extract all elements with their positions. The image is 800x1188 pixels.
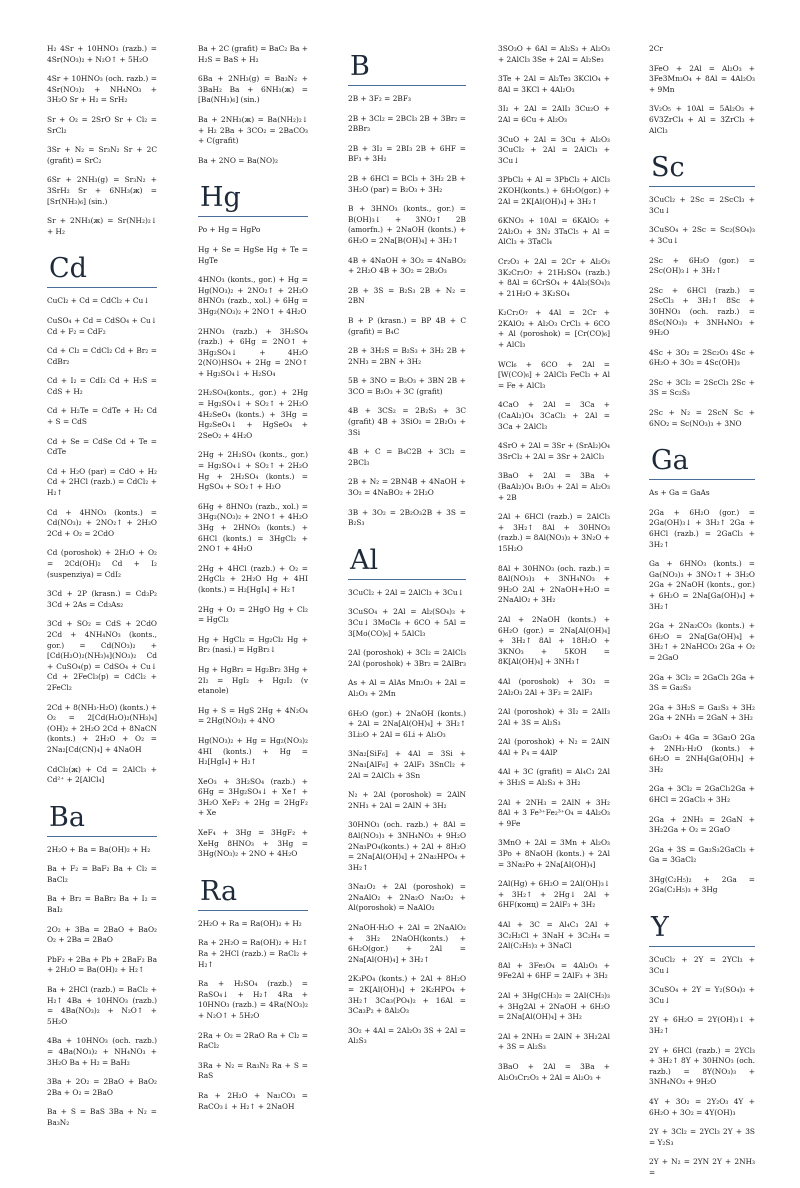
reaction-equation: Cd + H₂O (par) = CdO + H₂ Cd + 2HCl (razb.) = CdCl₂ + H₂↑: [47, 466, 157, 498]
reaction-equation: Ba + 2HCl (razb.) = BaCl₂ + H₂↑ 4Ba + 10HNO₃ (razb.) = 4Ba(NO₃)₂ + N₂O↑ + 5H₂O: [47, 985, 157, 1026]
reaction-equation: 2B + 3S = B₂S₃ 2B + N₂ = 2BN: [348, 285, 466, 306]
reaction-equation: Cd + I₂ = CdI₂ Cd + H₂S = CdS + H₂: [47, 376, 157, 396]
reaction-equation: 6KNO₃ + 10Al = 6KAlO₂ + 2Al₂O₃ + 3N₂ 3TaCl₅ + Al = AlCl₃ + 3TaCl₄: [498, 216, 610, 247]
reaction-equation: 2Sc + 6H₂O (gor.) = 2Sc(OH)₃↓ + 3H₂↑: [649, 255, 755, 276]
reaction-equation: 4Al + 3C (grafit) = Al₄C₃ 2Al + 3H₂S = Al₂S₃ + 3H₂: [498, 767, 610, 788]
reaction-equation: 2Ra + O₂ = 2RaO Ra + Cl₂ = RaCl₂: [198, 1030, 308, 1051]
reaction-equation: As + Ga = GaAs: [649, 488, 710, 498]
reaction-equation: Ba + Br₂ = BaBr₂ Ba + I₂ = BaI₂: [47, 894, 157, 915]
reaction-equation: 2H₂SO₄(konts., gor.) + 2Hg = Hg₂SO₄↓ + SO₂↑ + 2H₂O 4H₂SeO₄ (konts.) + 3Hg = Hg₂SeO₄↓ + HgSeO₄ + 2SeO₂ + 4H₂O: [198, 388, 308, 440]
reaction-equation: 3Hg(C₂H₅)₂ + 2Ga = 2Ga(C₂H₅)₃ + 3Hg: [649, 874, 755, 895]
reaction-equation: Cd + Se = CdSe Cd + Te = CdTe: [47, 436, 157, 457]
element-heading: Sc: [649, 145, 755, 187]
reaction-equation: 6Ba + 2NH₃(g) = Ba₃N₂ + 3BaH₂ Ba + 6NH₃(ж) = [Ba(NH₃)₆] (sin.): [198, 74, 308, 105]
reaction-equation: 3SO₃O + 6Al = Al₂S₃ + Al₂O₃ + 2AlCl₃ 3Se + 2Al = Al₂Se₃: [498, 44, 610, 64]
reaction-equation: 6Hg + 8HNO₃ (razb., xol.) = 3Hg₂(NO₃)₂ + 2NO↑ + 4H₂O 3Hg + 2HNO₃ (konts.) + 6HCl (konts.) = 3HgCl₂ + 2NO↑ + 4H₂O: [198, 501, 308, 554]
column-2: [198, 44, 308, 1121]
reaction-equation: Cr₂O₃ + 2Al = 2Cr + Al₂O₃ 3K₂Cr₂O₇ + 21H₂SO₄ (razb.) + 8Al = 6CrSO₄ + 4Al₂(SO₄)₃ + 21H₂O + 3K₂SO₄: [498, 256, 610, 298]
reaction-equation: Ba + 2C (grafit) = BaC₂ Ba + H₂S = BaS + H₂: [198, 44, 308, 64]
reaction-equation: 2O₂ + 3Ba = 2BaO + BaO₂ O₂ + 2Ba = 2BaO: [47, 924, 157, 945]
reaction-equation: 2B + 3Cl₂ = 2BCl₃ 2B + 3Br₂ = 2BBr₃: [348, 113, 466, 134]
reaction-equation: 4CaO + 2Al = 3Ca + (CaAl₂)O₄ 3CaCl₂ + 2Al = 3Ca + 2AlCl₃: [498, 400, 610, 431]
reaction-equation: 5B + 3NO = B₂O₃ + 3BN 2B + 3CO = B₂O₃ + 3C (grafit): [348, 376, 466, 396]
reaction-equation: 2Al (poroshok) + 3I₂ = 2AlI₃ 2Al + 3S = Al₂S₃: [498, 707, 610, 727]
reaction-equation: Sr + 2NH₃(ж) = Sr(NH₂)₂↓ + H₂: [47, 216, 157, 236]
element-heading: Hg: [198, 175, 308, 217]
reaction-equation: 3Te + 2Al = Al₂Te₃ 3KClO₄ + 8Al = 3KCl + 4Al₂O₃: [498, 74, 610, 94]
reaction-equation: 3O₂ + 4Al = 2Al₂O₃ 3S + 2Al = Al₂S₃: [348, 1025, 466, 1046]
reaction-equation: XeO₃ + 3H₂SO₄ (razb.) + 6Hg = 3Hg₂SO₄↓ + Xe↑ + 3H₂O XeF₂ + 2Hg = 2HgF₂ + Xe: [198, 776, 308, 818]
reaction-equation: 2B + 6HCl = BCl₃ + 3H₂ 2B + 3H₂O (par) = B₂O₃ + 3H₂: [348, 173, 466, 194]
reaction-equation: 2B + 3F₂ = 2BF₃: [348, 94, 411, 103]
reaction-equation: 3Cd + 2P (krasn.) = Cd₃P₂ 3Cd + 2As = Cd₃As₂: [47, 589, 157, 609]
element-heading: Y: [649, 905, 755, 947]
reaction-equation: B + P (krasn.) = BP 4B + C (grafit) = B₄C: [348, 315, 466, 336]
reaction-equation: Ba + 2NO = Ba(NO)₂: [198, 155, 278, 165]
reaction-equation: 3V₂O₅ + 10Al = 5Al₂O₃ + 6V3ZrCl₄ + Al = 3ZrCl₃ + AlCl₃: [649, 104, 755, 135]
reaction-equation: As + Al = AlAs Mn₂O₃ + 2Al = Al₂O₃ + 2Mn: [348, 678, 466, 698]
reaction-equation: Cd + H₂Te = CdTe + H₂ Cd + S = CdS: [47, 406, 157, 427]
reaction-equation: 3PbCl₂ + Al = 3PbCl₂ + AlCl₃ 2KOH(konts.) + 6H₂O(gor.) + 2Al = 2K[Al(OH)₄] + 3H₂↑: [498, 175, 610, 206]
reaction-equation: 4SrO + 2Al = 3Sr + (SrAl₂)O₄ 3SrCl₂ + 2Al = 3Sr + 2AlCl₃: [498, 441, 610, 461]
reaction-equation: PbF₂ + 2Ba + Pb + 2BaF₂ Ba + 2H₂O = Ba(OH)₂ + H₂↑: [47, 954, 157, 975]
reaction-equation: Ba + 2NH₃(ж) = Ba(NH₂)₂↓ + H₂ 2Ba + 3CO₂ = 2BaCO₃ + C(grafit): [198, 114, 308, 146]
reaction-equation: Cd + Cl₂ = CdCl₂ Cd + Br₂ = CdBr₂: [47, 346, 157, 366]
reaction-equation: 2Al(Hg) + 6H₂O = 2Al(OH)₃↓ + 3H₂↑ + 2Hg↓ 2Al + 6HF(конц) = 2AlF₃ + 3H₂: [498, 879, 610, 910]
reaction-equation: 4Sr + 10HNO₃ (och. razb.) = 4Sr(NO₃)₂ + NH₄NO₃ + 3H₂O Sr + H₂ = SrH₂: [47, 74, 157, 105]
reaction-equation: 2Al (poroshok) + N₂ = 2AlN 4Al + P₄ = 4AlP: [498, 737, 610, 757]
reaction-equation: K₂Cr₂O₇ + 4Al = 2Cr + 2KAlO₂ + Al₂O₃ CrCl₃ + 6CO + Al (poroshok) = [Cr(CO)₆] + AlCl₃: [498, 308, 610, 350]
reaction-equation: 4B + C = B₄C2B + 3Cl₂ = 2BCl₃: [348, 447, 466, 467]
reaction-equation: Hg + HgBr₂ = Hg₂Br₂ 3Hg + 2I₂ = HgI₂ + Hg₂I₂ (v etanole): [198, 664, 308, 696]
reaction-equation: Ba + S = BaS 3Ba + N₂ = Ba₃N₂: [47, 1107, 157, 1127]
element-heading: Al: [348, 538, 466, 580]
reaction-equation: 2HNO₃ (razb.) + 3H₂SO₄ (razb.) + 6Hg = 2NO↑ + 3Hg₂SO₄↓ + 4H₂O 2(NO)HSO₄ + 2Hg = 2NO↑ + Hg₂SO₄↓ + H₂SO₄: [198, 326, 308, 378]
reaction-equation: N₂ + 2Al (poroshok) = 2AlN 2NH₃ + 2Al = 2AlN + 3H₂: [348, 790, 466, 810]
reaction-equation: 3BaO + 2Al = 3Ba + (BaAl₂)O₄ B₂O₃ + 2Al = Al₂O₃ + 2B: [498, 471, 610, 502]
reaction-equation: 2H₂O + Ra = Ra(OH)₂ + H₂: [198, 918, 302, 928]
reaction-equation: Hg + HgCl₂ = Hg₂Cl₂ Hg + Br₂ (nasi.) = HgBr₂↓: [198, 634, 308, 655]
column-5: [649, 44, 755, 1188]
reaction-equation: Ra + 2H₂O = Ra(OH)₂ + H₂↑ Ra + 2HCl (razb.) = RaCl₂ + H₂↑: [198, 938, 308, 969]
reaction-equation: 3Na₂[SiF₆] + 4Al = 3Si + 2Na₃[AlF₆] + 2AlF₃ 3SnCl₂ + 2Al = 2AlCl₃ + 3Sn: [348, 749, 466, 780]
reaction-equation: 3Sr + N₂ = Sr₃N₂ Sr + 2C (grafit) = SrC₂: [47, 145, 157, 165]
element-heading: Ga: [649, 438, 755, 480]
reaction-equation: 2Ga + 2NH₃ = 2GaN + 3H₂2Ga + O₂ = 2GaO: [649, 814, 755, 835]
reaction-equation: 3B + 3O₂ = 2B₂O₃2B + 3S = B₂S₃: [348, 507, 466, 528]
reaction-equation: XeF₄ + 3Hg = 3HgF₂ + XeHg 8HNO₃ + 3Hg = 3Hg(NO₃)₂ + 2NO + 4H₂O: [198, 828, 308, 859]
reaction-equation: 2Hg + 4HCl (razb.) + O₂ = 2HgCl₂ + 2H₂O Hg + 4HI (konts.) = H₂[HgI₄] + H₂↑: [198, 563, 308, 594]
column-1: [47, 44, 157, 1138]
reaction-equation: 4Al + 3C = Al₄C₃ 2Al + 3C₂H₂Cl + 3NaH + 3C₂H₄ = 2Al(C₂H₅)₃ + 3NaCl: [498, 920, 610, 951]
reaction-equation: 3I₂ + 2Al = 2AlI₃ 3Cu₂O + 2Al = 6Cu + Al₂O₃: [498, 104, 610, 124]
reaction-equation: 2Y + 6H₂O = 2Y(OH)₃↓ + 3H₂↑: [649, 1015, 755, 1036]
reaction-equation: Po + Hg = HgPo: [198, 225, 261, 235]
reaction-equation: 2Y + N₂ = 2YN 2Y + 2NH₃ =: [649, 1157, 755, 1177]
reaction-equation: Ra + 2H₂O + Na₂CO₃ = RaCO₃↓ + H₂↑ + 2NaOH: [198, 1090, 308, 1111]
reaction-equation: 2Ga + 3H₂S = Ga₂S₃ + 3H₂ 2Ga + 2NH₃ = 2GaN + 3H₂: [649, 702, 755, 723]
reaction-equation: CuSO₄ + Cd = CdSO₄ + Cu↓ Cd + F₂ = CdF₂: [47, 315, 157, 336]
column-4: [498, 44, 610, 1092]
reaction-equation: 4Al (poroshok) + 3O₂ = 2Al₂O₃ 2Al + 3F₂ = 2AlF₃: [498, 676, 610, 697]
reaction-equation: Ba + F₂ = BaF₂ Ba + Cl₂ = BaCl₂: [47, 864, 157, 884]
element-heading: Cd: [47, 246, 157, 288]
reaction-equation: 3Cd + SO₂ = CdS + 2CdO 2Cd + 4NH₄NO₃ (konts., gor.) = Cd(NO₃)₂ + [Cd(H₂O)₂(NH₃)₄](NO₃)₂ Cd + CuSO₄(p) = CdSO₄ + Cu↓ Cd + 2FeCl₃(p) = CdCl₂ + 2FeCl₂: [47, 619, 157, 692]
reaction-equation: 4Ba + 10HNO₃ (och. razb.) = 4Ba(NO₃)₂ + NH₄NO₃ + 3H₂O Ba + H₂ = BaH₂: [47, 1036, 157, 1067]
reaction-equation: 8Al + 30HNO₃ (och. razb.) = 8Al(NO₃)₃ + 3NH₄NO₃ + 9H₂O 2Al + 2NaOH+H₂O = 2NaAlO₂ + 3H₂: [498, 563, 610, 605]
reaction-equation: 2Ga + 3S = Ga₂S₃2GaCl₃ + Ga = 3GaCl₂: [649, 844, 755, 865]
reaction-equation: 6H₂O (gor.) + 2NaOH (konts.) + 2Al = 2Na[Al(OH)₄] + 3H₂↑ 3Li₂O + 2Al = 6Li + Al₂O₃: [348, 708, 466, 739]
reaction-equation: 3Ba + 2O₂ = 2BaO + BaO₂ 2Ba + O₂ = 2BaO: [47, 1077, 157, 1097]
reaction-equation: 3FeO + 2Al = Al₂O₃ + 3Fe3Mn₃O₄ + 8Al = 4Al₂O₃ + 9Mn: [649, 63, 755, 94]
reaction-equation: 2Al + 3Hg(CH₃)₂ = 2Al(CH₃)₃ + 3Hg2Al + 2NaOH + 6H₂O = 2Na[Al(OH)₄] + 3H₂: [498, 990, 610, 1022]
reaction-equation: 2Hg + O₂ = 2HgO Hg + Cl₂ = HgCl₂: [198, 604, 308, 625]
reaction-equation: 3Na₂O₂ + 2Al (poroshok) = 2NaAlO₂ + 2Na₂O Na₂O₂ + Al(poroshok) = NaAlO₂: [348, 882, 466, 913]
reaction-equation: Cd (poroshok) + 2H₂O + O₂ = 2Cd(OH)₂ Cd + I₂ (suspenziya) = CdI₂: [47, 548, 157, 579]
reaction-equation: 2K₃PO₄ (konts.) + 2Al + 8H₂O = 2K[Al(OH)₄] + 2K₂HPO₄ + 3H₂↑ 3Ca₃(PO₄)₂ + 16Al = 3Ca₃P₂ + 8Al₂O₃: [348, 974, 466, 1016]
reaction-equation: WCl₆ + 6CO + 2Al = [W(CO)₆] + 2AlCl₃ FeCl₃ + Al = Fe + AlCl₃: [498, 359, 610, 390]
reaction-equation: 2Y + 3Cl₂ = 2YCl₃ 2Y + 3S = Y₂S₃: [649, 1127, 755, 1147]
reaction-equation: 2H₂O + Ba = Ba(OH)₂ + H₂: [47, 844, 151, 854]
reaction-equation: 2Al + 6HCl (razb.) = 2AlCl₃ + 3H₂↑ 8Al + 30HNO₃ (razb.) = 8Al(NO₃)₃ + 3N₂O + 15H₂O: [498, 512, 610, 553]
reaction-equation: 4B + 3CS₂ = 2B₂S₃ + 3C (grafit) 4B + 3SiO₂ = 2B₂O₃ + 3Si: [348, 406, 466, 437]
reaction-equation: 2Al + 2NH₃ = 2AlN + 3H₂ 8Al + 3 Fe³⁺Fe₂³⁺O₄ = 4Al₂O₃ + 9Fe: [498, 797, 610, 828]
reaction-equation: 3CuCl₂ + 2Al = 2AlCl₃ + 3Cu↓: [348, 587, 464, 597]
reaction-equation: 2B + 3H₂S = B₂S₃ + 3H₂ 2B + 2NH₃ = 2BN + 3H₂: [348, 346, 466, 366]
reaction-equation: 2Cd + 8(NH₃·H₂O) (konts.) + O₂ = 2[Cd(H₂O)₂(NH₃)₄](OH)₂ + 2H₂O 2Cd + 8NaCN (konts.) + 2H₂O + O₂ = 2Na₂[Cd(CN)₄] + 4NaOH: [47, 702, 157, 754]
reaction-equation: CuCl₂ + Cd = CdCl₂ + Cu↓: [47, 296, 150, 306]
reaction-equation: 2Al + 2NaOH (konts.) + 6H₂O (gor.) = 2Na[Al(OH)₄] + 3H₂↑ 8Al + 18H₂O + 3KNO₃ + 5KOH = 8K[Al(OH)₄] + 3NH₃↑: [498, 614, 610, 667]
reaction-equation: Ga₂O₃ + 4Ga = 3Ga₂O 2Ga + 2NH₃·H₂O (konts.) + 6H₂O = 2NH₄[Ga(OH)₄] + 3H₂: [649, 732, 755, 774]
reaction-equation: 3CuSO₄ + 2Al = Al₂(SO₄)₃ + 3Cu↓ 3MoCl₆ + 6CO + 5Al = 3[Mo(CO)₆] + 5AlCl₃: [348, 607, 466, 638]
reaction-equation: 4B + 4NaOH + 3O₂ = 4NaBO₂ + 2H₂O 4B + 3O₂ = 2B₂O₃: [348, 255, 466, 276]
reaction-equation: 4Sc + 3O₂ = 2Sc₂O₃ 4Sc + 6H₂O + 3O₂ = 4Sc(OH)₃: [649, 347, 755, 368]
reaction-equation: 2Y + 6HCl (razb.) = 2YCl₃ + 3H₂↑ 8Y + 30HNO₃ (och. razb.) = 8Y(NO₃)₃ + 3NH₄NO₃ + 9H₂O: [649, 1045, 755, 1087]
reaction-equation: 3CuSO₄ + 2Y = Y₂(SO₄)₃ + 3Cu↓: [649, 985, 755, 1005]
reaction-equation: Ra + H₂SO₄ (razb.) = RaSO₄↓ + H₂↑ 4Ra + 10HNO₃ (razb.) = 4Ra(NO₃)₂ + N₂O↑ + 5H₂O: [198, 979, 308, 1020]
reaction-equation: 3CuSO₄ + 2Sc = Sc₂(SO₄)₃ + 3Cu↓: [649, 225, 755, 245]
reaction-equation: Hg + Se = HgSe Hg + Te = HgTe: [198, 244, 308, 265]
element-heading: Ba: [47, 795, 157, 837]
reaction-equation: 4HNO₃ (konts., gor.) + Hg = Hg(NO₃)₂ + 2NO₂↑ + 2H₂O 8HNO₃ (razb., xol.) + 6Hg = 3Hg₂(NO₃)₂ + 2NO↑ + 4H₂O: [198, 275, 308, 316]
reaction-equation: 3BaO + 2Al = 3Ba + Al₂O₃Cr₂O₃ + 2Al = Al₂O₃ +: [498, 1061, 610, 1082]
reaction-equation: 2B + N₂ = 2BN4B + 4NaOH + 3O₂ = 4NaBO₂ + 2H₂O: [348, 477, 466, 498]
reaction-equation: 6Sr + 2NH₃(g) = Sr₃N₂ + 3SrH₂ Sr + 6NH₃(ж) = [Sr(NH₃)₆] (sin.): [47, 175, 157, 206]
reaction-equation: CdCl₂(ж) + Cd = 2AlCl₃ + Cd²⁺ + 2[AlCl₄]: [47, 764, 157, 785]
reaction-equation: 2Cr: [649, 44, 663, 53]
element-heading: Ra: [198, 869, 308, 911]
reaction-equation: H₂ 4Sr + 10HNO₃ (razb.) = 4Sr(NO₃)₂ + N₂O↑ + 5H₂O: [47, 44, 157, 64]
reaction-equation: 2Ga + 3Cl₂ = 2GaCl₃ 2Ga + 3S = Ga₂S₃: [649, 672, 755, 693]
reaction-equation: 3CuCl₂ + 2Sc = 2ScCl₃ + 3Cu↓: [649, 195, 755, 215]
reaction-equation: 2Ga + 6H₂O (gor.) = 2Ga(OH)₃↓ + 3H₂↑ 2Ga + 6HCl (razb.) = 2GaCl₃ + 3H₂↑: [649, 507, 755, 549]
column-3: [348, 44, 466, 1056]
reaction-equation: 2Sc + 6HCl (razb.) = 2ScCl₃ + 3H₂↑ 8Sc + 30HNO₃ (och. razb.) = 8Sc(NO₃)₃ + 3NH₄NO₃ + 9H₂O: [649, 285, 755, 338]
reaction-equation: 2Al + 2NH₃ = 2AlN + 3H₂2Al + 3S = Al₂S₃: [498, 1031, 610, 1052]
reaction-equation: 2Hg + 2H₂SO₄ (konts., gor.) = Hg₂SO₄↓ + SO₂↑ + 2H₂O Hg + 2H₂SO₄ (konts.) = HgSO₄ + SO₂↑ + H₂O: [198, 450, 308, 492]
reaction-equation: 4Y + 3O₂ = 2Y₂O₃ 4Y + 6H₂O + 3O₂ = 4Y(OH)₃: [649, 1097, 755, 1117]
reaction-equation: 30HNO₃ (och. razb.) + 8Al = 8Al(NO₃)₃ + 3NH₄NO₃ + 9H₂O 2Na₃PO₄(konts.) + 2Al + 8H₂O = 2Na[Al(OH)₄] + 2Na₂HPO₄ + 3H₂↑: [348, 820, 466, 872]
reaction-equation: 2B + 3I₂ = 2BI₃ 2B + 6HF = BF₃ + 3H₂: [348, 143, 466, 164]
reaction-equation: 3MnO + 2Al = 3Mn + Al₂O₃ 3Po + 8NaOH (konts.) + 2Al = 3Na₂Po + 2Na[Al(OH)₄]: [498, 838, 610, 869]
reaction-equation: Cd + 4HNO₃ (konts.) = Cd(NO₃)₂ + 2NO₂↑ + 2H₂O 2Cd + O₂ = 2CdO: [47, 507, 157, 538]
reaction-equation: 2Sc + 3Cl₂ = 2ScCl₃ 2Sc + 3S = Sc₂S₃: [649, 377, 755, 398]
reaction-equation: 2Sc + N₂ = 2ScN Sc + 6NO₂ = Sc(NO₃)₃ + 3NO: [649, 408, 755, 428]
reaction-equation: 2Ga + 2Na₂CO₃ (konts.) + 6H₂O = 2Na[Ga(OH)₄] + 3H₂↑ + 2NaHCO₃ 2Ga + O₂ = 2GaO: [649, 621, 755, 662]
reaction-equation: 3CuCl₂ + 2Y = 2YCl₃ + 3Cu↓: [649, 955, 755, 975]
reaction-equation: Hg + S = HgS 2Hg + 4N₂O₄ = 2Hg(NO₃)₂ + 4NO: [198, 705, 308, 726]
reaction-equation: 2Ga + 3Cl₂ = 2GaCl₃2Ga + 6HCl = 2GaCl₃ + 3H₂: [649, 784, 755, 804]
reaction-equation: Sr + O₂ = 2SrO Sr + Cl₂ = SrCl₂: [47, 114, 157, 135]
reaction-equation: Ga + 6HNO₃ (konts.) = Ga(NO₃)₃ + 3NO₂↑ + 3H₂O 2Ga + 2NaOH (konts., gor.) + 6H₂O = 2Na[Ga(OH)₄] + 3H₂↑: [649, 559, 755, 611]
reaction-equation: 2Al (poroshok) + 3Cl₂ = 2AlCl₃ 2Al (poroshok) + 3Br₂ = 2AlBr₃: [348, 648, 466, 668]
element-heading: B: [348, 44, 466, 86]
reaction-equation: 3CuO + 2Al = 3Cu + Al₂O₃ 3CuCl₂ + 2Al = 2AlCl₃ + 3Cu↓: [498, 134, 610, 165]
reaction-equation: 8Al + 3Fe₃O₄ = 4Al₂O₃ + 9Fe2Al + 6HF = 2AlF₃ + 3H₂: [498, 960, 610, 981]
reaction-equation: B + 3HNO₃ (konts., gor.) = B(OH)₃↓ + 3NO₂↑ 2B (amorfn.) + 2NaOH (konts.) + 6H₂O = 2Na[B(OH)₄] + 3H₂↑: [348, 204, 466, 245]
reaction-equation: 2NaOH·H₂O + 2Al = 2NaAlO₂ + 3H₂ 2NaOH(konts.) + 6H₂O(gor.) + 2Al = 2Na[Al(OH)₄] + 3H₂↑: [348, 923, 466, 964]
reaction-equation: Hg(NO₃)₂ + Hg = Hg₂(NO₃)₂ 4HI (konts.) + Hg = H₂[HgI₄] + H₂↑: [198, 735, 308, 767]
reaction-equation: 3Ra + N₂ = Ra₃N₂ Ra + S = RaS: [198, 1060, 308, 1081]
